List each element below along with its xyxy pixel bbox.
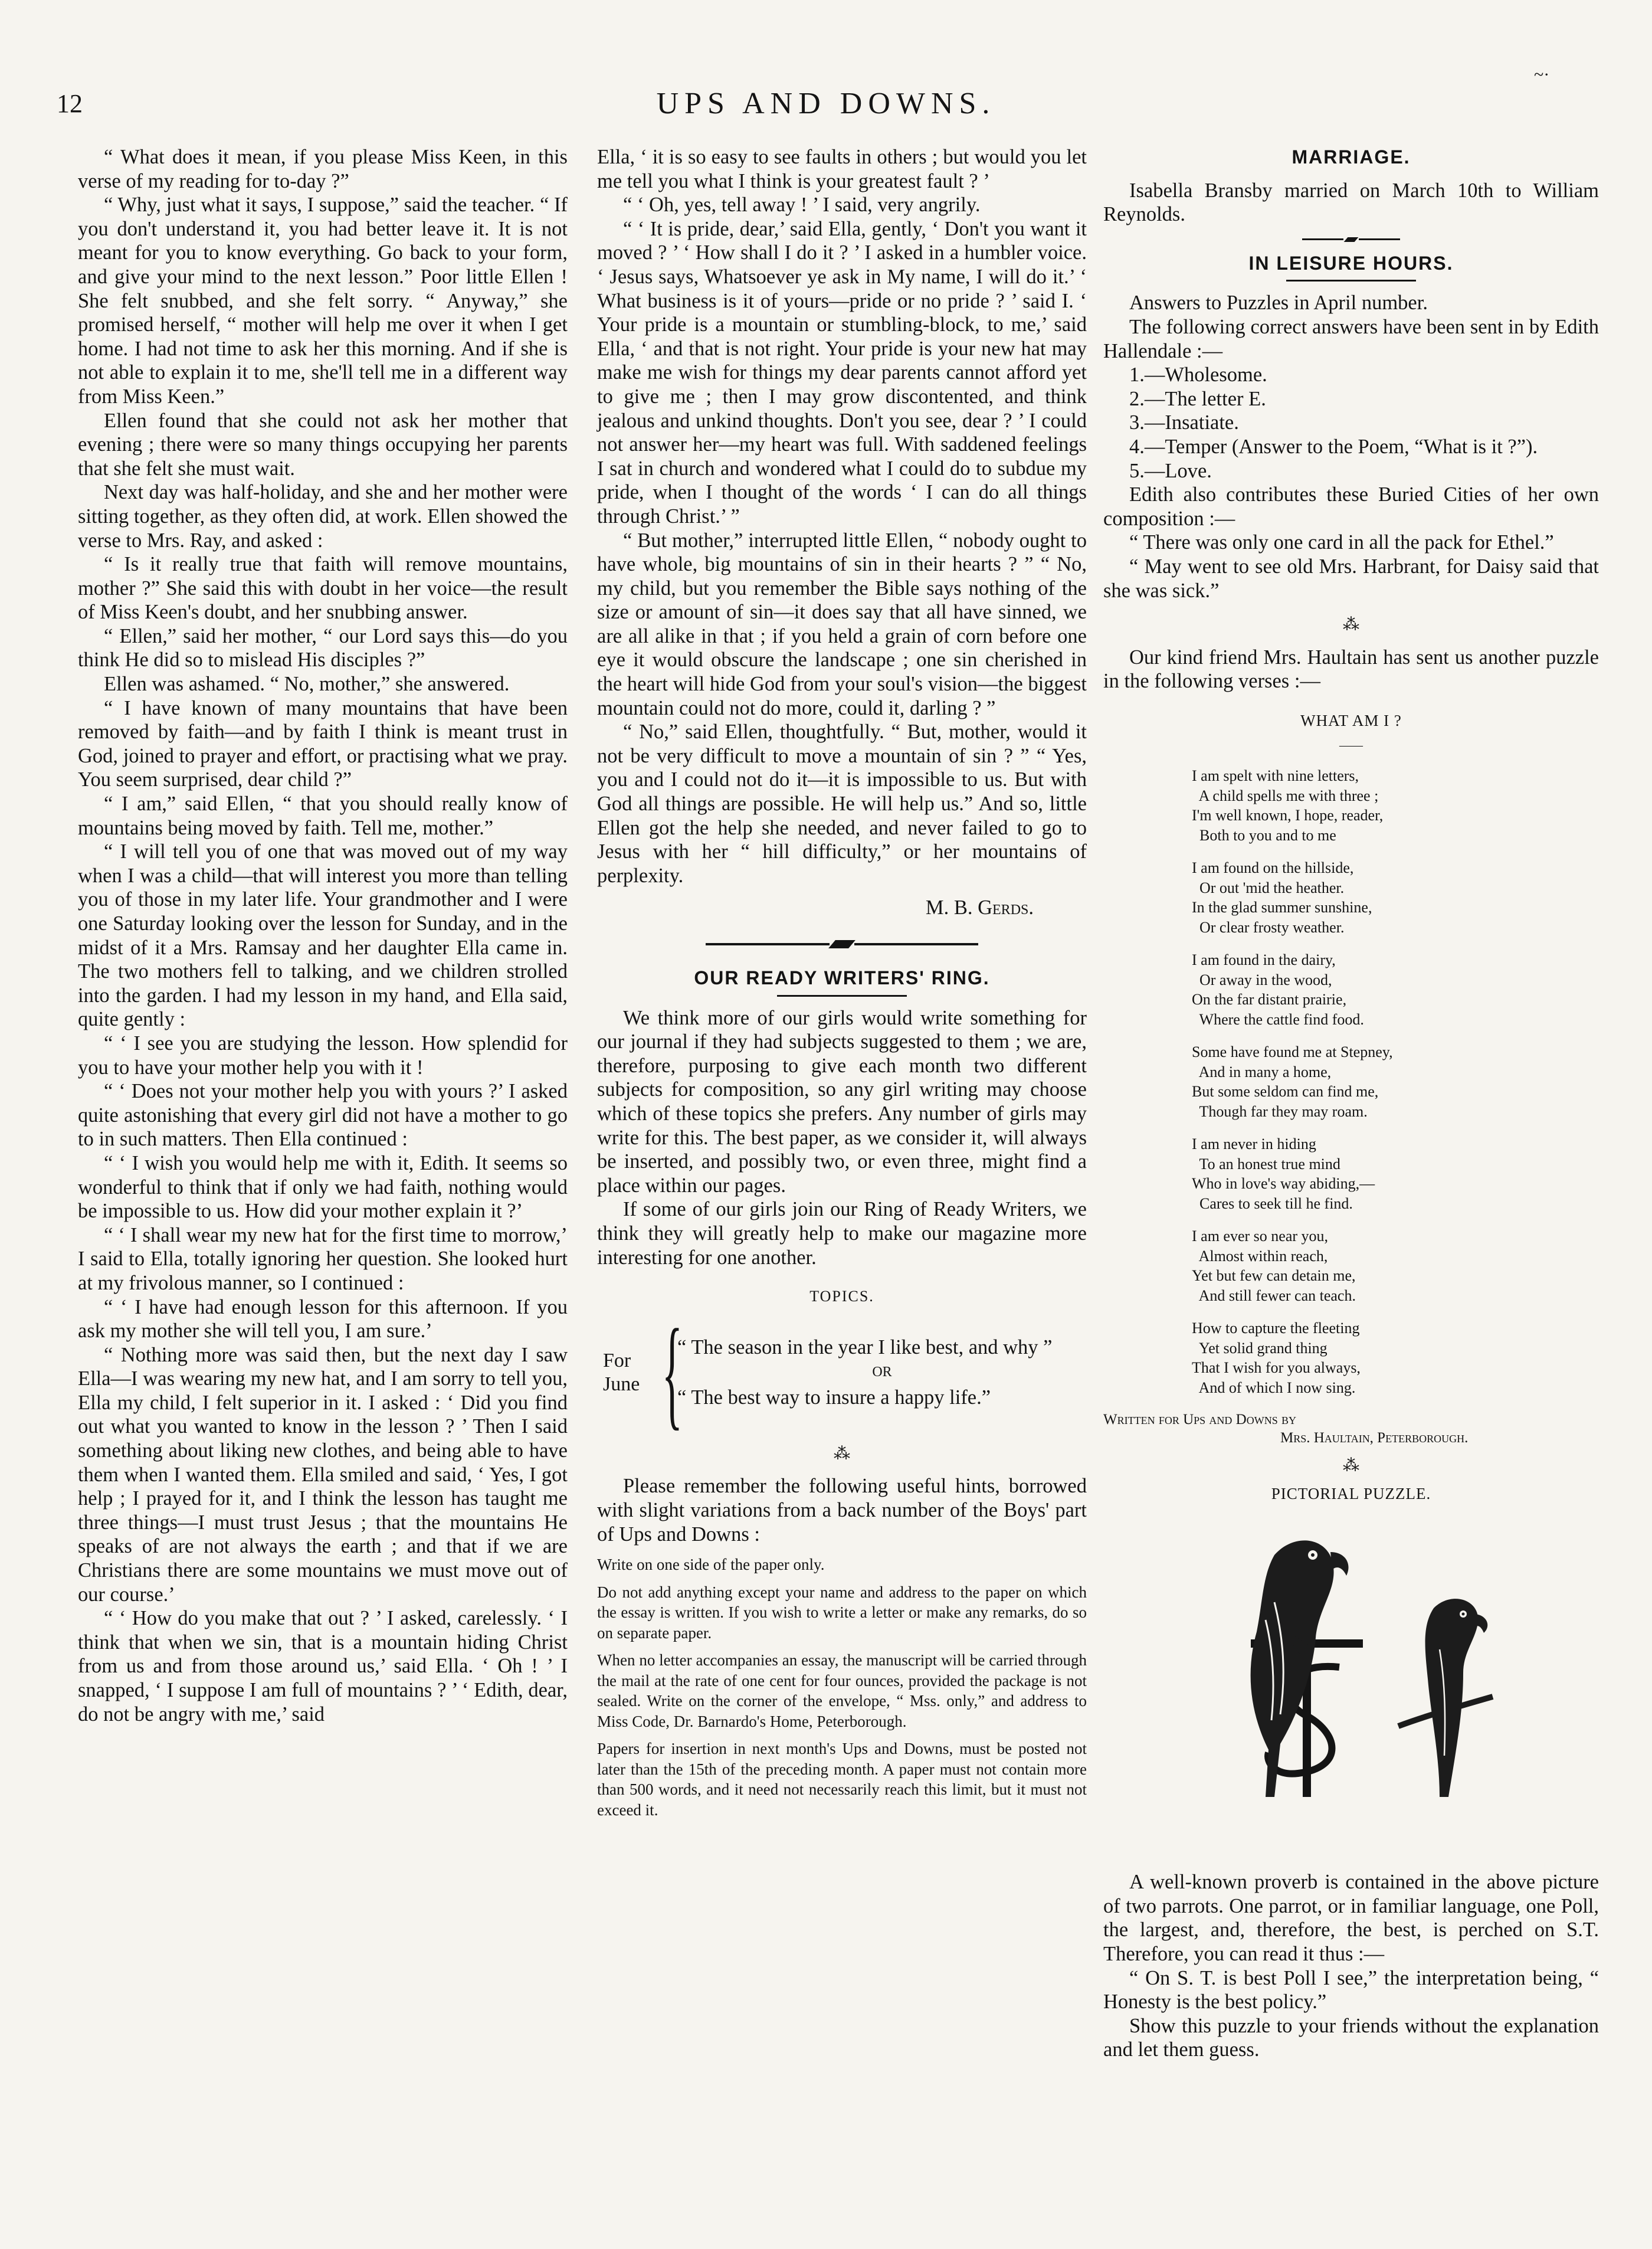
ring-paragraph: We think more of our girls would write something for our journal if they had subjects suggested to them ; we are, therefore, purposing to give each month two different subjects for composition, so any girl writing may choose which of these topics she prefers. Any number of girls may write for this. The best paper, as we consider it, will always be inserted, and possibly two, or even three, might find a place within our pages. bbox=[597, 1006, 1087, 1197]
story-paragraph: Next day was half-holiday, and she and her mother were sitting together, as they often did, at work. Ellen showed the verse to Mrs. Ray, and asked : bbox=[78, 481, 568, 552]
pictorial-paragraph: Show this puzzle to your friends without the explanation and let them guess. bbox=[1103, 2014, 1599, 2061]
story-paragraph: “ I have known of many mountains that have been removed by faith—and by faith I think is meant trust in God, joined to prayer and effort, or practising what we pray. You seem surprised, dear child ?” bbox=[78, 696, 568, 791]
story-paragraph: “ No,” said Ellen, thoughtfully. “ But, mother, would it not be very difficult to move a mountain of sin ? ” “ Yes, you and I could not do it—it is impossible to us. But with God all things are possible. He will help us.” And so, little Ellen got the help she needed, and never failed to go to Jesus with her “ hill difficulty,” or her mountains of perplexity. bbox=[597, 721, 1087, 887]
story-paragraph: Ellen found that she could not ask her mother that evening ; there were so many things occupying her parents that she felt she must wait. bbox=[78, 409, 568, 480]
hint-item: Write on one side of the paper only. bbox=[597, 1556, 825, 1574]
poem-stanza bbox=[1192, 1042, 1599, 1121]
poem-line: And of which I now sing. bbox=[1192, 1379, 1356, 1396]
ring-text bbox=[597, 1006, 1087, 1270]
hint-item: Do not add anything except your name and address to the paper on which the essay is written. If you wish to write a letter or make any remarks, do so on separate paper. bbox=[597, 1583, 1087, 1642]
answer-item: 2.—The letter E. bbox=[1129, 387, 1266, 410]
marriage-heading: MARRIAGE. bbox=[1292, 146, 1411, 168]
page-number: 12 bbox=[57, 89, 83, 118]
story-paragraph: “ Is it really true that faith will remove mountains, mother ?” She said this with doubt in her voice—the result of Miss Keen's doubt, and her snubbing answer. bbox=[78, 553, 568, 624]
buried-city-2: “ May went to see old Mrs. Harbrant, for Daisy said that she was sick.” bbox=[1103, 555, 1599, 602]
story-paragraph: “ ‘ It is pride, dear,’ said Ella, gently, ‘ Don't you want it moved ? ’ ‘ How shall I do it ? ’ I asked in a humbler voice. ‘ Jesus says, Whatsoever ye ask in My name, I will do it.’ ‘ What business is it of yours—pride or no pride ? ’ said I. ‘ Your pride is a mountain or stumbling-block, to me,’ said Ella, ‘ and that is not right. Your pride is your new hat may make me wish for things my dear parents cannot afford yet to give me ; then I may grow discontented, and think jealous and unkind thoughts. Don't you see, dear ? ’ I could not answer her—my heart was full. With saddened feelings I sat in church and wondered what I could do to subdue my pride, when I thought of the words ‘ I can do all things through Christ.’ ” bbox=[597, 217, 1087, 528]
story-paragraph: “ I am,” said Ellen, “ that you should really know of mountains being moved by faith. Tell me, mother.” bbox=[78, 793, 568, 839]
poem-line: Yet solid grand thing bbox=[1192, 1339, 1328, 1357]
poem-line: I am spelt with nine letters, bbox=[1192, 767, 1359, 785]
asterism: ⁂ bbox=[1343, 616, 1359, 634]
story-paragraph: “ What does it mean, if you please Miss Keen, in this verse of my reading for to-day ?” bbox=[78, 146, 568, 192]
story-paragraph: “ ‘ I shall wear my new hat for the first time to morrow,’ I said to Ella, totally ignoring her question. She looked hurt at my frivolous manner, so I continued : bbox=[78, 1223, 568, 1294]
brace: { bbox=[661, 1304, 683, 1441]
section-ornament bbox=[1103, 237, 1599, 242]
pictorial-text bbox=[1103, 1870, 1599, 2062]
poem-line: To an honest true mind bbox=[1192, 1155, 1340, 1173]
poem-line: Yet but few can detain me, bbox=[1192, 1267, 1356, 1285]
answer-item: 3.—Insatiate. bbox=[1129, 411, 1239, 434]
poem-stanza bbox=[1192, 1226, 1599, 1305]
poem-line: And in many a home, bbox=[1192, 1063, 1332, 1081]
hints-list bbox=[597, 1554, 1087, 1820]
answer-item: 4.—Temper (Answer to the Poem, “What is it ?”). bbox=[1129, 435, 1538, 458]
pictorial-paragraph: “ On S. T. is best Poll I see,” the interpretation being, “ Honesty is the best policy.” bbox=[1103, 1966, 1599, 2014]
ring-heading: OUR READY WRITERS' RING. bbox=[597, 966, 1087, 997]
topic-options bbox=[677, 1335, 1087, 1410]
answer-item: 1.—Wholesome. bbox=[1129, 364, 1267, 387]
column-2 bbox=[597, 145, 1087, 1820]
story-paragraph: “ But mother,” interrupted little Ellen, “ nobody ought to have whole, big mountains of sin in their hearts ? ” “ No, my child, but you remember the Bible says nothing of the size or amount of sin—it does say that all have sinned, we are all alike in that ; if you held a grain of corn before one eye it would obscure the landscape ; one sin cherished in the heart will hide God from your soul's vision—the biggest mountain could not do more, could it, darling ? ” bbox=[597, 529, 1087, 719]
column-3 bbox=[1103, 145, 1599, 2062]
poem-line: I am found in the dairy, bbox=[1192, 951, 1336, 969]
signature: M. B. Gerds. bbox=[925, 896, 1034, 919]
topic-or: OR bbox=[872, 1364, 892, 1380]
poem-line: Some have found me at Stepney, bbox=[1192, 1043, 1393, 1061]
poem-line: A child spells me with three ; bbox=[1192, 787, 1379, 804]
hint-item: When no letter accompanies an essay, the manuscript will be carried through the mail at the rate of one cent for four ounces, provided the package is not sealed. Write on the corner of the envelope, “ Mss. only,” and address to Miss Code, Dr. Barnardo's Home, Peterborough. bbox=[597, 1651, 1087, 1730]
asterism: ⁂ bbox=[834, 1444, 850, 1463]
section-ornament bbox=[597, 940, 1087, 948]
topics-block bbox=[603, 1304, 1087, 1441]
story-paragraph: “ ‘ I have had enough lesson for this afternoon. If you ask my mother she will tell you, I am sure.’ bbox=[78, 1295, 568, 1343]
poem-stanza bbox=[1192, 858, 1599, 937]
story-paragraph: “ ‘ I see you are studying the lesson. How splendid for you to have your mother help you with it ! bbox=[78, 1032, 568, 1079]
poem-line: Almost within reach, bbox=[1192, 1247, 1328, 1265]
poem-line: Cares to seek till he find. bbox=[1192, 1194, 1353, 1212]
story-paragraph: “ Ellen,” said her mother, “ our Lord says this—do you think He did so to mislead His disciples ?” bbox=[78, 624, 568, 672]
marriage-text: Isabella Bransby married on March 10th to William Reynolds. bbox=[1103, 179, 1599, 226]
corner-mark: ~· bbox=[1534, 65, 1550, 84]
topic-2: “ The best way to insure a happy life.” bbox=[677, 1386, 991, 1409]
answers-intro: The following correct answers have been sent in by Edith Hallendale :— bbox=[1103, 315, 1599, 362]
poem-line: On the far distant prairie, bbox=[1192, 991, 1347, 1009]
poem-line: I am found on the hillside, bbox=[1192, 859, 1354, 877]
pictorial-heading: PICTORIAL PUZZLE. bbox=[1271, 1484, 1431, 1502]
poem-line: Though far they may roam. bbox=[1192, 1102, 1368, 1120]
poem-credit: Written for Ups and Downs by Mrs. Haultain, Peterborough. bbox=[1103, 1412, 1469, 1446]
poem bbox=[1192, 766, 1599, 1397]
story-continuation bbox=[597, 145, 1087, 888]
topics-month: For June bbox=[603, 1349, 640, 1395]
hints-intro: Please remember the following useful hints, borrowed with slight variations from a back number of the Boys' part of Ups and Downs : bbox=[597, 1475, 1087, 1546]
haultain-intro: Our kind friend Mrs. Haultain has sent us another puzzle in the following verses :— bbox=[1103, 646, 1599, 693]
story-paragraph: “ ‘ Oh, yes, tell away ! ’ I said, very angrily. bbox=[623, 194, 981, 217]
topic-1: “ The season in the year I like best, and why ” bbox=[677, 1335, 1053, 1358]
story-paragraph: “ Nothing more was said then, but the next day I saw Ella—I was wearing my new hat, and I am sorry to tell you, Ella my child, I felt superior in it. I asked : ‘ Did you find out what you wanted to know in the lesson ? ’ Then I said something about liking new clothes, and being able to have them when I wanted them. Ella smiled and said, ‘ Yes, I got help ; I prayed for it, and I think the lesson has taught me three things—I must trust Jesus ; that the mountains He speaks of are not always the earth ; and that if we are Christians there are some mountains we must move out of our course.’ bbox=[78, 1343, 568, 1606]
title-rule: —— bbox=[1339, 739, 1363, 752]
poem-line: I am never in hiding bbox=[1192, 1135, 1316, 1153]
poem-line: Both to you and to me bbox=[1192, 826, 1336, 844]
story-paragraph: “ ‘ How do you make that out ? ’ I asked, carelessly. ‘ I think that when we sin, that is a mountain hiding Christ from us and from those around us,’ said Ella. ‘ Oh ! ’ I snapped, ‘ I suppose I am full of mountains ? ’ ‘ Edith, dear, do not be angry with me,’ said bbox=[78, 1607, 568, 1726]
poem-line: Where the cattle find food. bbox=[1192, 1010, 1364, 1028]
story-paragraph: Ellen was ashamed. “ No, mother,” she answered. bbox=[104, 673, 510, 696]
story-paragraph: “ Why, just what it says, I suppose,” said the teacher. “ If you don't understand it, you had better leave it. It is not meant for you to know everything. Go back to your form, and give your mind to the next lesson.” Poor little Ellen ! She felt snubbed, and she felt sorry. “ Anyway,” she promised herself, “ mother will help me over it when I get home. I had not time to ask her this morning. And if she is not able to explain it to me, she'll tell me in a different way from Miss Keen.” bbox=[78, 194, 568, 408]
story-paragraph: “ ‘ I wish you would help me with it, Edith. It seems so wonderful to think that if only we had faith, nothing would be impossible to us. How did your mother explain it ?’ bbox=[78, 1151, 568, 1223]
asterism: ⁂ bbox=[1343, 1456, 1359, 1475]
poem-line: That I wish for you always, bbox=[1192, 1359, 1361, 1377]
poem-line: Who in love's way abiding,— bbox=[1192, 1175, 1375, 1193]
leisure-heading: IN LEISURE HOURS. bbox=[1103, 251, 1599, 282]
poem-stanza bbox=[1192, 1134, 1599, 1213]
poem-line: How to capture the fleeting bbox=[1192, 1320, 1360, 1337]
answers-list bbox=[1103, 291, 1599, 483]
poem-stanza bbox=[1192, 766, 1599, 845]
poem-line: And still fewer can teach. bbox=[1192, 1286, 1356, 1304]
poem-line: Or clear frosty weather. bbox=[1192, 918, 1345, 936]
buried-intro: Edith also contributes these Buried Cities of her own composition :— bbox=[1103, 483, 1599, 530]
story-paragraph: Ella, ‘ it is so easy to see faults in others ; but would you let me tell you what I think is your greatest fault ? ’ bbox=[597, 146, 1087, 192]
answer-item: 5.—Love. bbox=[1129, 459, 1212, 482]
story-paragraph: “ I will tell you of one that was moved out of my way when I was a child—that will interest you more than telling you of those in my later life. Your grandmother and I were one Saturday looking over the lesson for Sunday, and in the midst of it a Mrs. Ramsay and her daughter Ella came in. The two mothers fell to talking, and we children strolled into the garden. I had my lesson in my hand, and Ella said, quite gently : bbox=[78, 840, 568, 1031]
poem-stanza bbox=[1192, 1318, 1599, 1397]
hint-item: Papers for insertion in next month's Ups and Downs, must be posted not later than the 15th of the preceding month. A paper must not contain more than 500 words, and it need not necessarily reach this limit, but it must not exceed it. bbox=[597, 1740, 1087, 1819]
poem-line: Or away in the wood, bbox=[1192, 971, 1332, 988]
topics-heading: TOPICS. bbox=[809, 1288, 874, 1305]
poem-line: I'm well known, I hope, reader, bbox=[1192, 807, 1384, 824]
story-paragraph: “ ‘ Does not your mother help you with yours ?’ I asked quite astonishing that every girl did not have a mother to go to in such matters. Then Ella continued : bbox=[78, 1080, 568, 1151]
poem-line: Or out 'mid the heather. bbox=[1192, 879, 1345, 896]
ring-paragraph: If some of our girls join our Ring of Ready Writers, we think they will greatly help to make our magazine more interesting for one another. bbox=[597, 1198, 1087, 1269]
poem-line: In the glad summer sunshine, bbox=[1192, 899, 1372, 916]
pictorial-paragraph: A well-known proverb is contained in the above picture of two parrots. One parrot, or in familiar language, one Poll, the largest, and, therefore, the best, is perched on S.T. Therefore, you can read it thus :— bbox=[1103, 1871, 1599, 1966]
column-1 bbox=[78, 145, 568, 1726]
buried-city-1: “ There was only one card in all the pack for Ethel.” bbox=[1129, 531, 1554, 554]
running-head: UPS AND DOWNS. bbox=[656, 87, 996, 120]
poem-line: I am ever so near you, bbox=[1192, 1227, 1329, 1245]
poem-stanza bbox=[1192, 950, 1599, 1029]
poem-title: WHAT AM I ? bbox=[1300, 711, 1402, 729]
answers-intro: Answers to Puzzles in April number. bbox=[1129, 292, 1428, 315]
parrot-puzzle-illustration bbox=[1186, 1520, 1516, 1856]
poem-line: But some seldom can find me, bbox=[1192, 1083, 1379, 1101]
